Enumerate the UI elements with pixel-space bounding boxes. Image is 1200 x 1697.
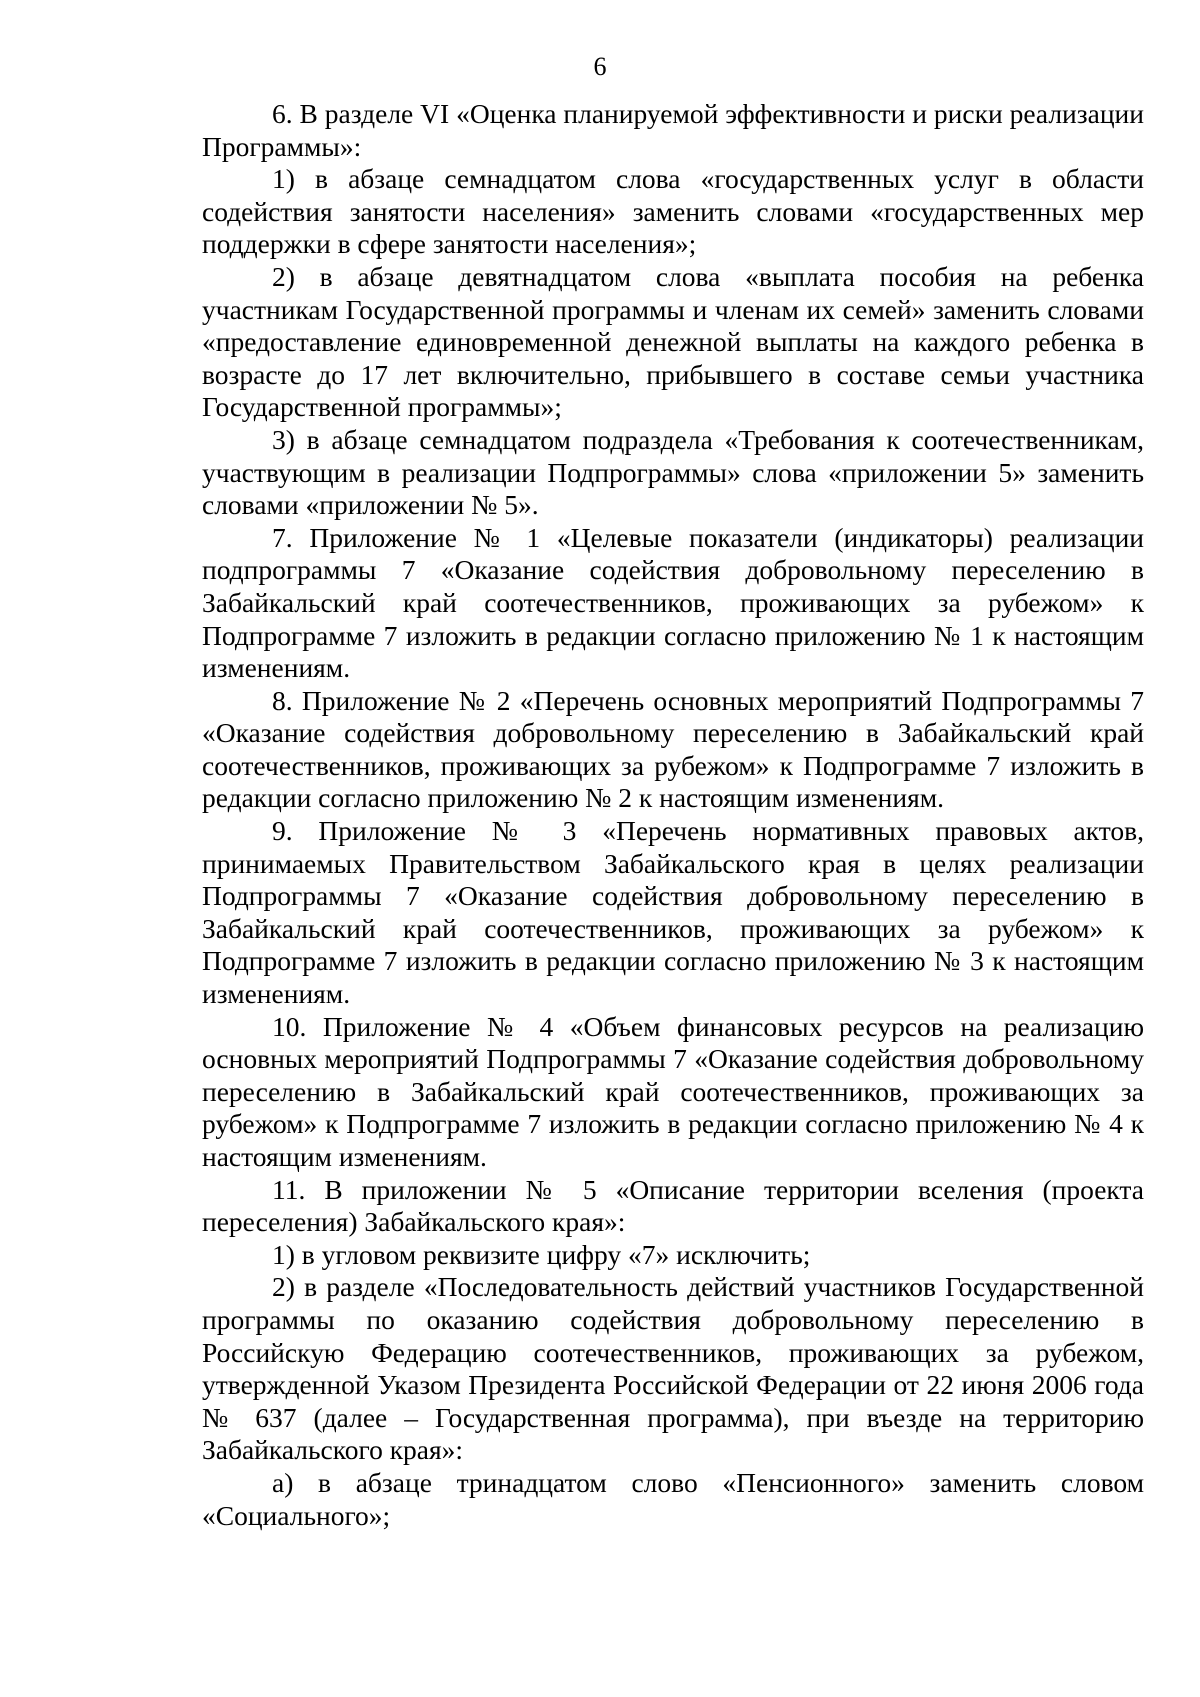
paragraph-6-section-vi: 6. В разделе VI «Оценка планируемой эффективности и риски реализации Программы»: xyxy=(202,98,1144,162)
paragraph-10-appendix-4: 10. Приложение № 4 «Объем финансовых ресурсов на реализацию основных мероприятий Подпрограммы 7 «Оказание содействия добровольному переселению в Забайкальский край соотечественников, проживающих за рубежом» к Подпрограмме 7 изложить в редакции согласно приложению № 4 к настоящим изменениям. xyxy=(202,1010,1144,1172)
paragraph-11-item-1: 1) в угловом реквизите цифру «7» исключить; xyxy=(272,1238,811,1270)
paragraph-9-appendix-3: 9. Приложение № 3 «Перечень нормативных правовых актов, принимаемых Правительством Забайкальского края в целях реализации Подпрограммы 7 «Оказание содействия добровольному переселению в Забайкальский край соотечественников, проживающих за рубежом» к Подпрограмме 7 изложить в редакции согласно приложению № 3 к настоящим изменениям. xyxy=(202,815,1144,1010)
paragraph-8-appendix-2: 8. Приложение № 2 «Перечень основных мероприятий Подпрограммы 7 «Оказание содействия добровольному переселению в Забайкальский край соотечественников, проживающих за рубежом» к Подпрограмме 7 изложить в редакции согласно приложению № 2 к настоящим изменениям. xyxy=(202,684,1144,814)
paragraph-6-item-3: 3) в абзаце семнадцатом подраздела «Требования к соотечественникам, участвующим в реализации Подпрограммы» слова «приложении 5» заменить словами «приложении № 5». xyxy=(202,423,1144,521)
paragraph-6-item-2: 2) в абзаце девятнадцатом слова «выплата пособия на ребенка участникам Государственной программы и членам их семей» заменить словами «предоставление единовременной денежной выплаты на каждого ребенка в возрасте до 17 лет включительно, прибывшего в составе семьи участника Государственной программы»; xyxy=(202,260,1144,423)
paragraph-11-item-2: 2) в разделе «Последовательность действий участников Государственной программы по оказанию содействия добровольному переселению в Российскую Федерацию соотечественников, проживающих за рубежом, утвержденной Указом Президента Российской Федерации от 22 июня 2006 года № 637 (далее – Государственная программа), при въезде на территорию Забайкальского края»: xyxy=(202,1271,1144,1466)
document-body xyxy=(202,98,1144,1532)
paragraph-7-appendix-1: 7. Приложение № 1 «Целевые показатели (индикаторы) реализации подпрограммы 7 «Оказание содействия добровольному переселению в Забайкальский край соотечественников, проживающих за рубежом» к Подпрограмме 7 изложить в редакции согласно приложению № 1 к настоящим изменениям. xyxy=(202,521,1144,684)
paragraph-11-item-2a: а) в абзаце тринадцатом слово «Пенсионного» заменить словом «Социального»; xyxy=(202,1466,1144,1531)
paragraph-11-appendix-5: 11. В приложении № 5 «Описание территории вселения (проекта переселения) Забайкальского края»: xyxy=(202,1173,1144,1238)
paragraph-6-item-1: 1) в абзаце семнадцатом слова «государственных услуг в области содействия занятости населения» заменить словами «государственных мер поддержки в сфере занятости населения»; xyxy=(202,163,1144,260)
page-number: 6 xyxy=(593,52,607,81)
